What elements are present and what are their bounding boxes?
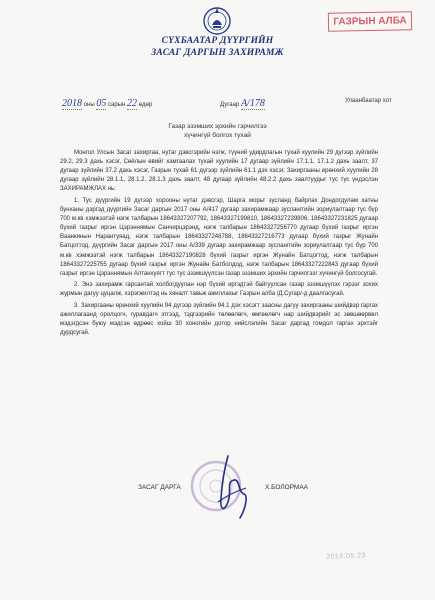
item-2-paragraph: 2. Энэ захирамж гарсантай холбогдуулан нэр бүхий иргэдтэй байгуулсан газар эзэмшүүлэх гэрээг зохих журмын дагуу цуцалж, хэрэгжилтэд нь хяналт тавьж ажиллахыг Газрын алба /Д.Сугар/-д даалгасугай. [60,282,378,298]
date-year: 2018 [62,98,82,109]
document-body [60,149,378,341]
date-day-suffix: өдөр [138,102,153,108]
signatory-title: ЗАСАГ ДАРГА [138,484,181,491]
handwritten-signature [221,456,246,518]
document-date [62,98,152,110]
item-3-paragraph: 3. Захиргааны ерөнхий хуулийн 94 дүгээр зүйлийн 94.1 дэх хэсэгт заасны дагуу захиргааны шийдвэр гаргах ажиллагаанд оролцогч, гуравдагч этгээд, тэдгээрийн төлөөлөгч, өмгөөлөгч нар шийдвэрийг эс зөвшөөрвөл мэдэгдсэн буюу мэдсэн өдрөөс хойш 30 хоногийн дотор нийслэлийн Засаг даргад гомдол гаргах эрхтэйг дурдсугай. [60,303,378,337]
date-month-suffix: сарын [107,102,126,108]
official-seal-icon [192,462,240,510]
number-label: Дугаар [220,102,240,108]
date-day: 22 [126,98,137,109]
received-date-stamp: 2018.05.23 [325,552,367,561]
subject-line-2: хүчингүй болгох тухай [184,132,251,139]
preamble-paragraph: Монгол Улсын Засаг захиргаа, нутаг дэвсгэрийн нэгж, түүний удирдлагын тухай хуулийн 29 дүгээр зүйлийн 29.2, 29.3 дахь хэсэг, Сөёлын өвийг хамгаалах тухай хуулийн 17 дугаар зүйлийн 17.1.1, 17.1.2 дахь заалт, 37 дугаар зүйлийн 37.2 дахь хэсэг, Газрын тухай 61 дүгээр зүйлийн 61.1 дэх хэсэг, Захиргааны ерөнхий хуулийн 28 дугаар зүйлийн 28.1.1, 28.1.2, 28.1.3 дахь заалт, 48 дугаар зүйлийн 48.2.2 дахь заалтуудыг тус тус үндэслэн ЗАХИРАМЖЛАХ нь: [60,150,378,193]
state-emblem-icon [202,5,232,35]
date-year-suffix: оны [83,102,95,108]
signatory-name: Х.БОЛОРМАА [265,484,308,491]
document-type: ЗАСАГ ДАРГЫН ЗАХИРАМЖ [151,48,284,58]
document-number [220,98,265,110]
official-seal-and-signature [188,452,258,527]
org-name: СҮХБААТАР ДҮҮРГИЙН [161,36,274,46]
number-value: A/178 [240,98,265,109]
subject-line-1: Газар эзэмших эрхийн гэрчилгээ [168,123,267,130]
department-stamp: ГАЗРЫН АЛБА [328,11,412,31]
document-city: Улаанбаатар хот [345,98,392,104]
date-month: 05 [96,98,107,109]
item-1-paragraph: 1. Тус дүүргийн 19 дүгээр хорооны нутаг дэвсгэр, Шарга морьт зусланд байрлах Дондогдулам хатны бунханы дэргэд дүүргийн Засаг даргын 2017 оны А/417 дугаар захирамжаар зусланггийн зориулалтаар тус бүр 700 м.кв хэмжээтэй нэгж талбарын 18643327207792, 18643327199810, 18643327239806, 18643327231825 дугаар бүхий газрыг иргэн Цэрэннямын Санчирцэрэнд, нэгж талбарын 18643327256770 дугаар бүхий газрыг иргэн Ваанкинын Нарантуяад, нэгж талбарын 18643327248788, 18643327216773 дугаар бүхий газрыг Жунайн Батцогтод, дүүргийн Засаг даргын 2017 оны А/339 дугаар захирамжаар зусланггийн зориулалтаар тус бүр 700 м.кв хэмжээтэй нэгж талбарын 18643327190828 бүхий газрыг иргэн Жунайн Батцогтод, нэгж талбарын 18643327225755 дугаар бүхий газрыг иргэн Жунайн Батболдод, нэгж талбарын 18643327222843 дугаар бүхий газрыг иргэн Цэрэннямын Алтанхуягт тус тус эзэмшүүлсэн газар эзэмших эрхийн гэрчилгээг хүчингүй болгосугай. [60,197,378,277]
